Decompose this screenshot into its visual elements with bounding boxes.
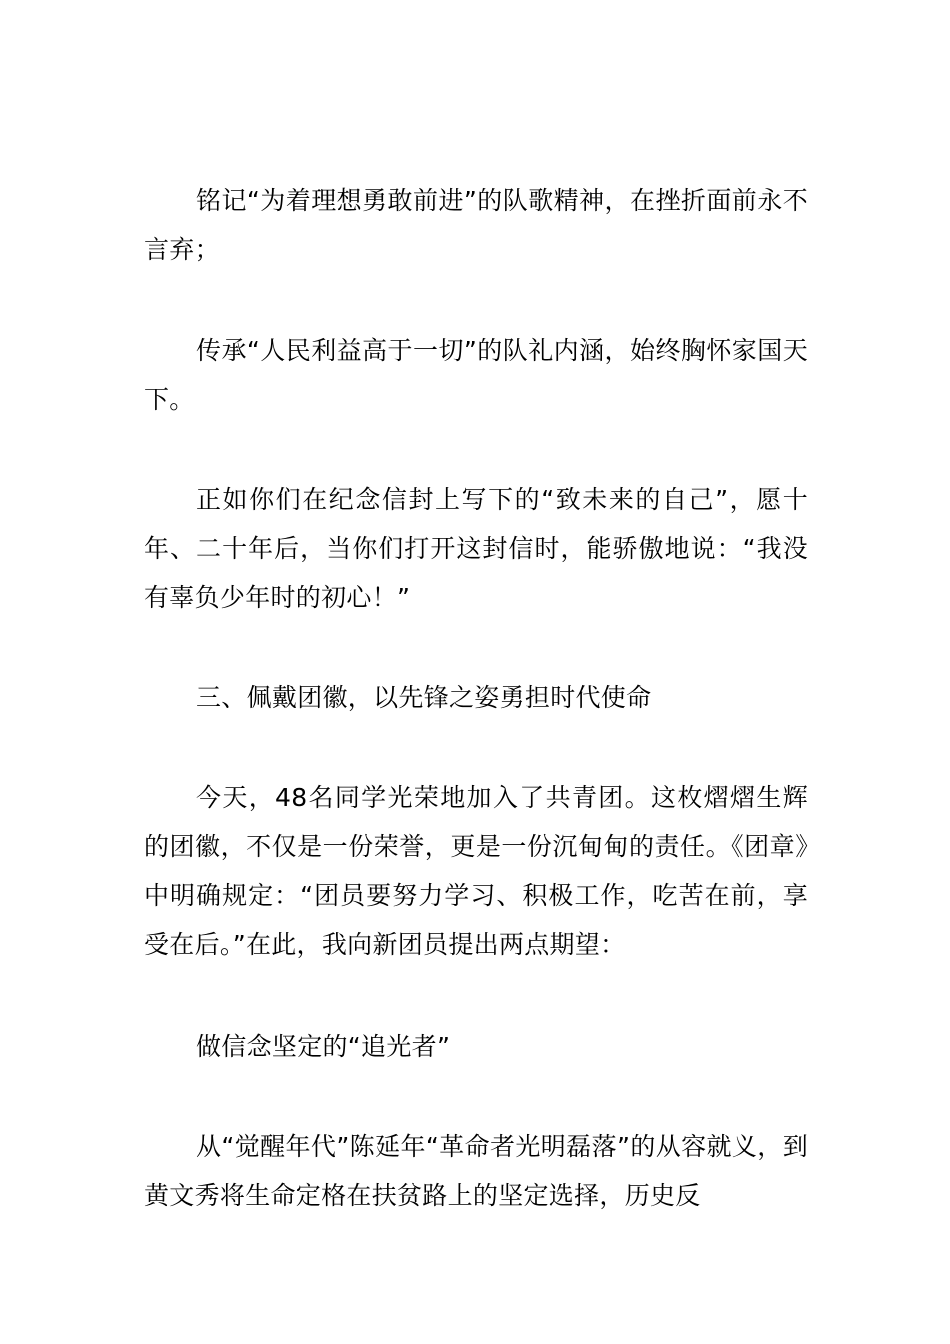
paragraph-historical-examples: 从“觉醒年代”陈延年“革命者光明磊落”的从容就义，到黄文秀将生命定格在扶贫路上的坚定选择，历史反 [144, 1132, 808, 1210]
paragraph-new-league-members: 今天，48名同学光荣地加入了共青团。这枚熠熠生辉的团徽，不仅是一份荣誉，更是一份沉甸甸的责任。《团章》中明确规定：“团员要努力学习、积极工作，吃苦在前，享受在后。”在此，我向新团员提出两点期望： [144, 783, 808, 959]
paragraph-team-song-spirit: 铭记“为着理想勇敢前进”的队歌精神，在挫折面前永不言弃； [144, 186, 808, 264]
paragraph-team-salute: 传承“人民利益高于一切”的队礼内涵，始终胸怀家国天下。 [144, 336, 808, 414]
subheading-light-chaser: 做信念坚定的“追光者” [196, 1032, 451, 1061]
paragraph-future-self-letter: 正如你们在纪念信封上写下的“致未来的自己”，愿十年、二十年后，当你们打开这封信时，能骄傲地说：“我没有辜负少年时的初心！” [144, 485, 808, 612]
section-heading-three: 三、佩戴团徽，以先锋之姿勇担时代使命 [196, 683, 652, 712]
